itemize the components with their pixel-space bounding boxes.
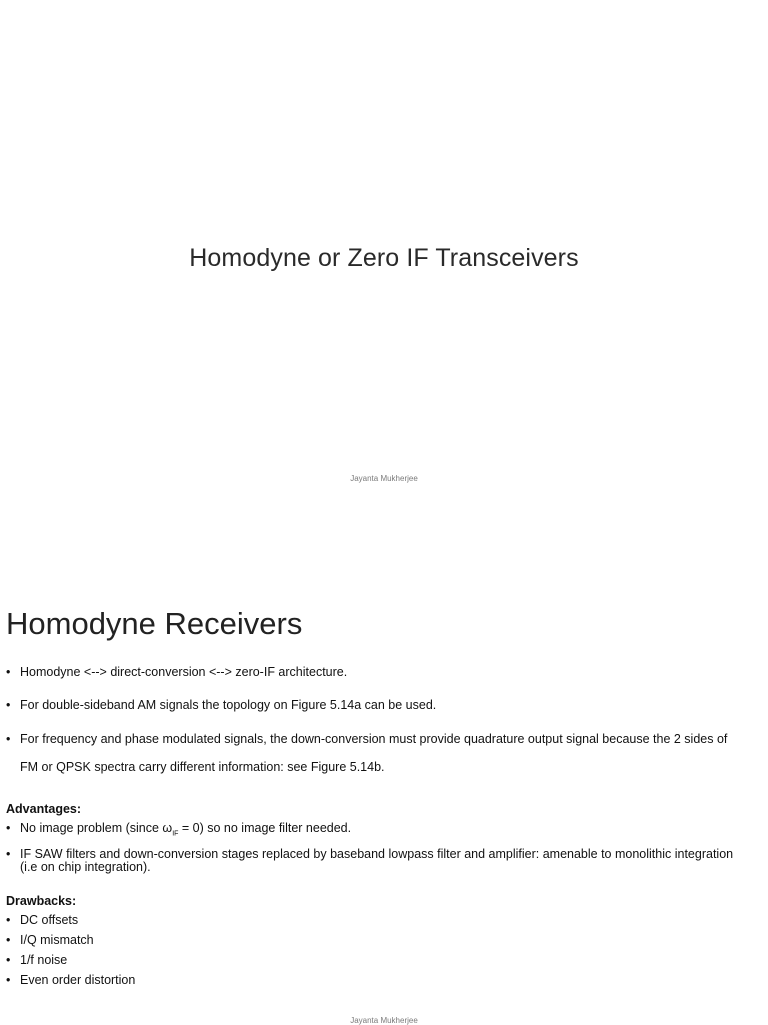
advantage-item — [6, 822, 746, 841]
advantages-section — [6, 802, 746, 881]
bullet-item: • For double-sideband AM signals the topology on Figure 5.14a can be used. — [6, 697, 746, 714]
advantages-title: Advantages: — [6, 802, 82, 816]
drawback-item: • I/Q mismatch — [6, 934, 746, 947]
advantage-item: • IF SAW filters and down-conversion stages replaced by baseband lowpass filter and amplifier: amenable to monolithic integration (i.e on chip integration). — [6, 848, 746, 874]
slide-footer-author: Jayanta Mukherjee — [350, 474, 418, 483]
drawback-item: • Even order distortion — [6, 974, 746, 987]
content-slide — [0, 560, 768, 1024]
drawbacks-section — [6, 894, 746, 994]
slide-heading: Homodyne Receivers — [6, 606, 303, 641]
subscript-if: IF — [172, 830, 179, 838]
bullet-item: • For frequency and phase modulated signals, the down-conversion must provide quadrature output signal because the 2 sides of FM or QPSK spectra carry different information: see Figure 5.14b. — [6, 725, 746, 781]
bullet-item: • Homodyne <--> direct-conversion <--> zero-IF architecture. — [6, 664, 746, 681]
drawback-item: • 1/f noise — [6, 954, 746, 967]
drawback-item: • DC offsets — [6, 914, 746, 927]
slide-title: Homodyne or Zero IF Transceivers — [189, 244, 579, 272]
advantages-list — [6, 822, 746, 874]
advantage-text: No image problem (since ω — [20, 821, 173, 835]
slide-footer-author: Jayanta Mukherjee — [350, 1016, 418, 1025]
drawbacks-title: Drawbacks: — [6, 894, 77, 908]
advantage-text: = 0) so no image filter needed. — [178, 821, 352, 835]
main-bullet-list — [6, 664, 746, 797]
drawbacks-list — [6, 914, 746, 987]
